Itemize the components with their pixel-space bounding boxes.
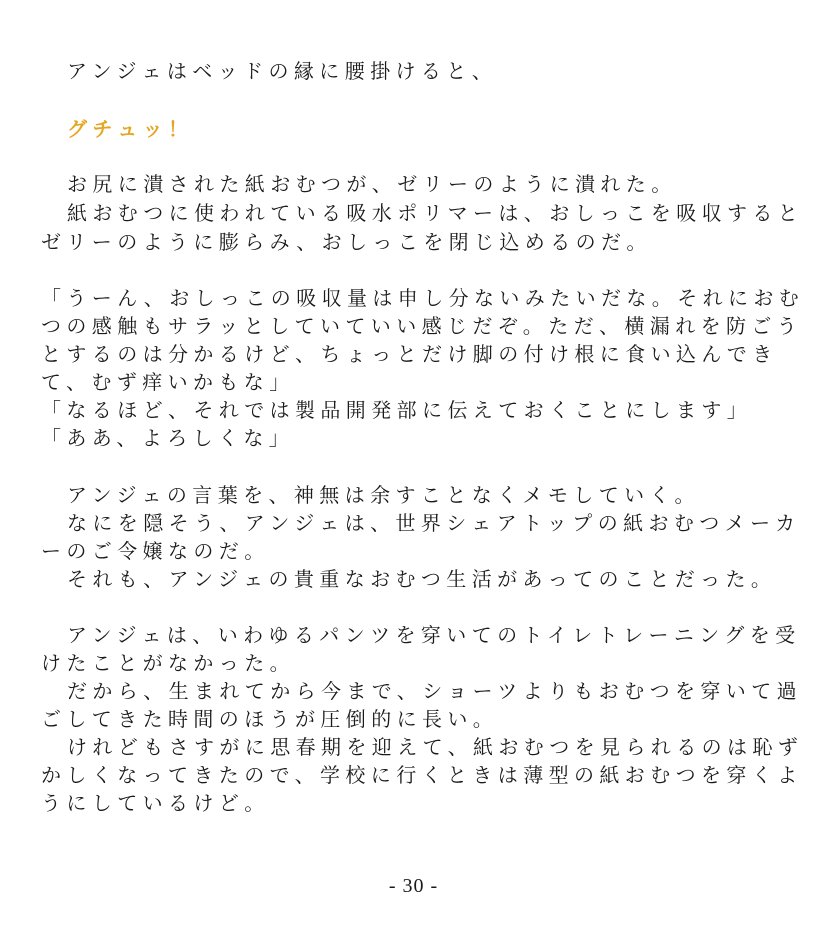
paragraph-line: ーのご令嬢なのだ。 (41, 539, 270, 563)
paragraph-line: それも、アンジェの貴重なおむつ生活があってのことだった。 (67, 567, 777, 591)
paragraph-line: かしくなってきたので、学校に行くときは薄型の紙おむつを穿くよ (41, 763, 803, 787)
dialogue-line: つの感触もサラッとしていていい感じだぞ。ただ、横漏れを防ごう (41, 314, 803, 338)
paragraph-line: けたことがなかった。 (41, 651, 295, 675)
paragraph-line: うにしているけど。 (41, 791, 270, 815)
paragraph-line: 紙おむつに使われている吸水ポリマーは、おしっこを吸収すると (67, 201, 804, 225)
paragraph-line: アンジェは、いわゆるパンツを穿いてのトイレトレーニングを受 (67, 623, 801, 647)
paragraph-line: なにを隠そう、アンジェは、世界シェアトップの紙おむつメーカ (67, 511, 801, 535)
paragraph-line: だから、生まれてから今まで、ショーツよりもおむつを穿いて過 (67, 679, 802, 703)
dialogue-line: とするのは分かるけど、ちょっとだけ脚の付け根に食い込んでき (41, 342, 778, 366)
paragraph-line: けれどもさすがに思春期を迎えて、紙おむつを見られるのは恥ず (67, 735, 804, 759)
paragraph-line: お尻に潰された紙おむつが、ゼリーのように潰れた。 (67, 172, 677, 196)
dialogue-line: 「なるほど、それでは製品開発部に伝えておくことにします」 (41, 398, 753, 422)
dialogue-line: 「ああ、よろしくな」 (41, 426, 295, 450)
paragraph-line: アンジェの言葉を、神無は余すことなくメモしていく。 (67, 483, 700, 507)
page-number: - 30 - (388, 875, 439, 897)
paragraph-line: アンジェはベッドの縁に腰掛けると、 (67, 59, 498, 83)
paragraph-line: ゼリーのように膨らみ、おしっこを閉じ込めるのだ。 (41, 230, 652, 254)
paragraph-line: ごしてきた時間のほうが圧倒的に長い。 (41, 707, 499, 731)
sound-effect-line: グチュッ！ (67, 117, 194, 141)
dialogue-line: 「うーん、おしっこの吸収量は申し分ないみたいだな。それにおむ (41, 286, 805, 310)
dialogue-line: て、むず痒いかもな」 (41, 370, 295, 394)
